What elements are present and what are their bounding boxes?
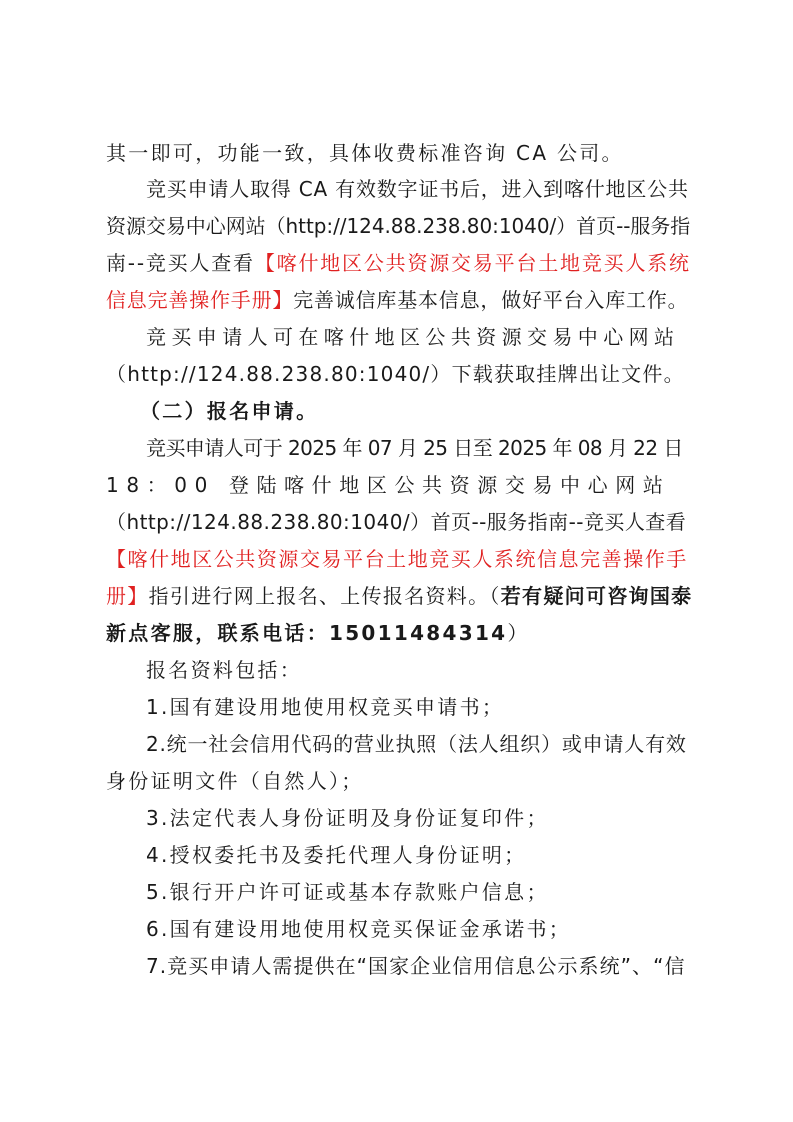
paragraph-line: 18：00 登陆喀什地区公共资源交易中心网站 — [106, 473, 671, 497]
manual-link-text: 【喀什地区公共资源交易平台土地竞买人系统信息完善操作手 — [106, 547, 688, 571]
manual-link-text: 册】 — [106, 584, 149, 608]
paragraph-line — [106, 285, 692, 315]
list-item: 2.统一社会信用代码的营业执照（法人组织）或申请人有效 — [146, 732, 687, 756]
text-span: ） — [507, 621, 530, 645]
paragraph-line: 竞买申请人取得 CA 有效数字证书后，进入到喀什地区公共 — [146, 177, 689, 201]
text-span: 完善诚信库基本信息，做好平台入库工作。 — [293, 288, 689, 312]
list-item-continuation: 身份证明文件（自然人）； — [106, 769, 364, 793]
paragraph-line: 竞买申请人可于 2025 年 07 月 25 日至 2025 年 08 月 22 日 — [146, 436, 683, 460]
contact-note: 若有疑问可咨询国泰 — [500, 584, 693, 608]
text-span: 指引进行网上报名、上传报名资料。（ — [148, 584, 501, 608]
section-heading: （二）报名申请。 — [140, 399, 319, 423]
paragraph-line — [106, 581, 692, 611]
manual-link-text: 信息完善操作手册】 — [106, 288, 294, 312]
list-heading: 报名资料包括： — [146, 658, 303, 682]
list-item: 4.授权委托书及委托代理人身份证明； — [146, 843, 527, 867]
text-span: 南--竞买人查看 — [106, 251, 255, 275]
paragraph-line: 其一即可，功能一致，具体收费标准咨询 CA 公司。 — [106, 141, 624, 165]
list-item: 5.银行开户许可证或基本存款账户信息； — [146, 880, 549, 904]
manual-link-text: 【喀什地区公共资源交易平台土地竞买人系统 — [254, 251, 691, 275]
paragraph-line: （http://124.88.238.80:1040/）下载获取挂牌出让文件。 — [106, 362, 685, 386]
list-item: 3.法定代表人身份证明及身份证复印件； — [146, 806, 549, 830]
contact-phone: 新点客服，联系电话：15011484314 — [106, 621, 508, 645]
list-item: 6.国有建设用地使用权竞买保证金承诺书； — [146, 917, 572, 941]
paragraph-line: 资源交易中心网站（http://124.88.238.80:1040/）首页--服务指 — [106, 214, 691, 238]
list-item: 1.国有建设用地使用权竞买申请书； — [146, 695, 505, 719]
paragraph-line: 竞买申请人可在喀什地区公共资源交易中心网站 — [146, 325, 680, 349]
paragraph-line — [106, 248, 692, 278]
paragraph-line: （http://124.88.238.80:1040/）首页--服务指南--竞买人查看 — [106, 510, 687, 534]
list-item: 7.竞买申请人需提供在“国家企业信用信息公示系统”、“信 — [146, 954, 686, 978]
paragraph-line — [106, 618, 692, 648]
